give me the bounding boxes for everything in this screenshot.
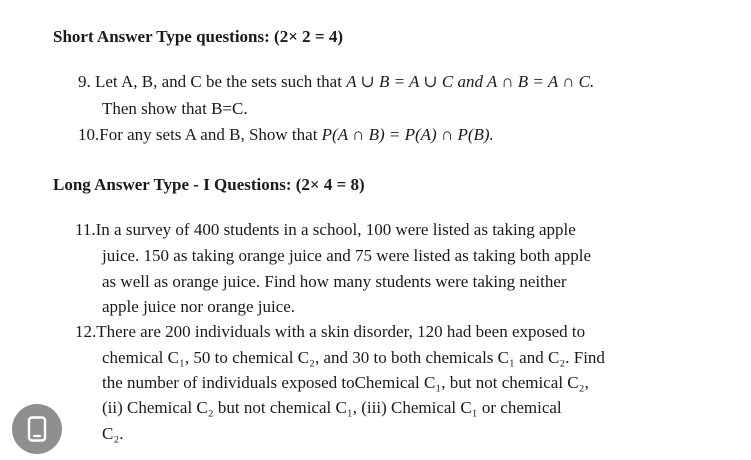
question-12-text-1: There are 200 individuals with a skin disorder, 120 had been exposed to (96, 322, 586, 341)
question-11-line-2: juice. 150 as taking orange juice and 75 were listed as taking both apple (102, 246, 592, 265)
question-9-line-2: Then show that B=C. (102, 99, 248, 118)
question-10-text: For any sets A and B, Show that (99, 125, 322, 144)
question-11-line-4: apple juice nor orange juice. (102, 297, 296, 316)
question-11-line-3: as well as orange juice. Find how many students were taking neither (102, 272, 567, 291)
question-12-line-4: (ii) Chemical C₂ but not chemical C₁, (iii) Chemical C₁ or chemical (102, 398, 562, 417)
question-11-line-1 (75, 220, 576, 240)
question-12-number: 12. (75, 322, 97, 341)
question-10-number: 10. (78, 125, 100, 144)
question-9-text: Let A, B, and C be the sets such that (95, 72, 347, 91)
long-answer-heading: Long Answer Type - I Questions: (2× 4 = 8) (53, 175, 365, 194)
question-9-math: A ∪ B = A ∪ C and A ∩ B = A ∩ C. (346, 72, 595, 91)
question-12-line-3: the number of individuals exposed toChemical C₁, but not chemical C₂, (102, 373, 589, 392)
question-11-text-1: In a survey of 400 students in a school, 100 were listed as taking apple (95, 220, 576, 239)
question-10 (78, 125, 494, 145)
floating-app-button[interactable] (12, 404, 62, 454)
question-11-number: 11. (75, 220, 96, 239)
question-12-line-1 (75, 322, 585, 342)
short-answer-heading: Short Answer Type questions: (2× 2 = 4) (53, 27, 343, 46)
phone-icon (27, 416, 47, 442)
question-9-number: 9. (78, 72, 91, 91)
question-12-line-5: C₂. (102, 424, 124, 443)
question-9-line-1 (78, 72, 594, 92)
question-10-math: P(A ∩ B) = P(A) ∩ P(B). (321, 125, 494, 144)
question-12-line-2: chemical C₁, 50 to chemical C₂, and 30 to both chemicals C₁ and C₂. Find (102, 348, 605, 367)
